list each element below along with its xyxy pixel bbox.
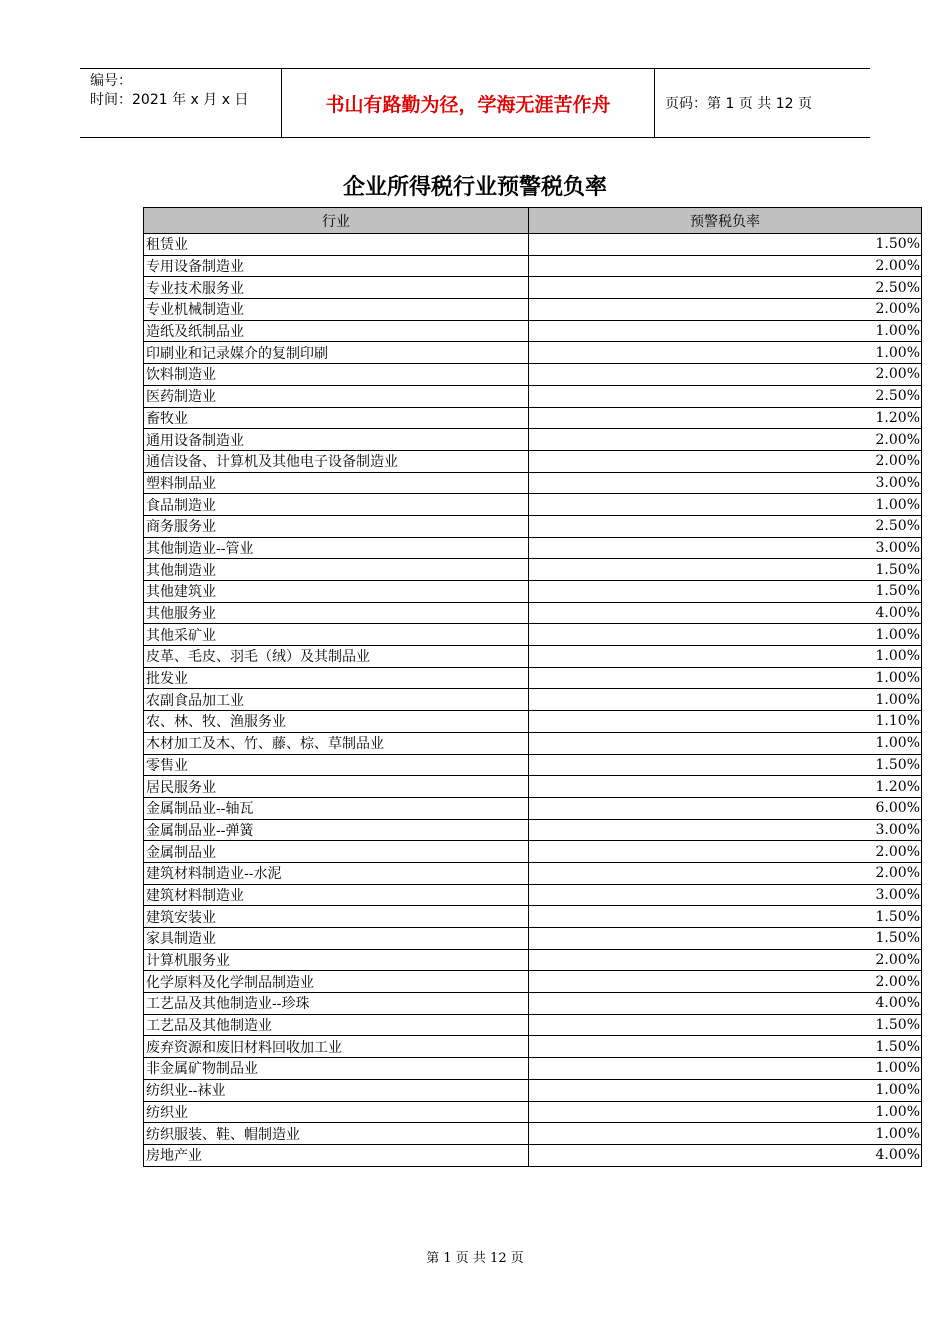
table-row (144, 450, 922, 472)
industry-cell: 木材加工及木、竹、藤、棕、草制品业 (144, 732, 529, 754)
table-row (144, 928, 922, 950)
rate-cell: 1.00% (529, 320, 922, 342)
industry-cell: 工艺品及其他制造业 (144, 1014, 529, 1036)
table-row (144, 494, 922, 516)
rate-cell: 1.00% (529, 494, 922, 516)
industry-cell: 纺织业--袜业 (144, 1079, 529, 1101)
table-row (144, 884, 922, 906)
table-row (144, 277, 922, 299)
industry-cell: 商务服务业 (144, 515, 529, 537)
rate-cell: 3.00% (529, 537, 922, 559)
industry-cell: 纺织服装、鞋、帽制造业 (144, 1123, 529, 1145)
table-row (144, 255, 922, 277)
rate-cell: 2.50% (529, 385, 922, 407)
table-row (144, 515, 922, 537)
industry-cell: 居民服务业 (144, 776, 529, 798)
table-row (144, 1144, 922, 1166)
rate-cell: 1.20% (529, 407, 922, 429)
industry-cell: 建筑安装业 (144, 906, 529, 928)
rate-cell: 4.00% (529, 1144, 922, 1166)
industry-cell: 化学原料及化学制品制造业 (144, 971, 529, 993)
table-row (144, 299, 922, 321)
rate-cell: 1.00% (529, 1123, 922, 1145)
rate-cell: 2.00% (529, 949, 922, 971)
rate-cell: 1.00% (529, 1058, 922, 1080)
rate-cell: 1.00% (529, 667, 922, 689)
rate-cell: 2.00% (529, 299, 922, 321)
rate-cell: 3.00% (529, 819, 922, 841)
industry-cell: 造纸及纸制品业 (144, 320, 529, 342)
column-header-rate: 预警税负率 (529, 208, 922, 234)
table-row (144, 819, 922, 841)
header-meta (80, 69, 282, 137)
rate-cell: 2.00% (529, 364, 922, 386)
table-row (144, 754, 922, 776)
rate-cell: 2.00% (529, 429, 922, 451)
industry-cell: 其他采矿业 (144, 624, 529, 646)
rate-cell: 1.00% (529, 1079, 922, 1101)
rate-cell: 1.50% (529, 754, 922, 776)
table-row (144, 342, 922, 364)
industry-cell: 建筑材料制造业--水泥 (144, 862, 529, 884)
rate-cell: 1.00% (529, 342, 922, 364)
industry-cell: 通用设备制造业 (144, 429, 529, 451)
industry-cell: 废弃资源和废旧材料回收加工业 (144, 1036, 529, 1058)
industry-cell: 零售业 (144, 754, 529, 776)
rate-cell: 2.00% (529, 862, 922, 884)
industry-cell: 农、林、牧、渔服务业 (144, 711, 529, 733)
table-header-row (144, 208, 922, 234)
industry-cell: 房地产业 (144, 1144, 529, 1166)
table-row (144, 906, 922, 928)
table-row (144, 862, 922, 884)
industry-cell: 金属制品业--弹簧 (144, 819, 529, 841)
table-body (144, 234, 922, 1167)
table-row (144, 537, 922, 559)
table-row (144, 624, 922, 646)
industry-cell: 通信设备、计算机及其他电子设备制造业 (144, 450, 529, 472)
rate-cell: 1.50% (529, 559, 922, 581)
rate-cell: 1.50% (529, 928, 922, 950)
rate-cell: 1.00% (529, 1101, 922, 1123)
rate-cell: 1.50% (529, 1014, 922, 1036)
industry-cell: 其他制造业 (144, 559, 529, 581)
table-row (144, 559, 922, 581)
industry-cell: 医药制造业 (144, 385, 529, 407)
table-row (144, 407, 922, 429)
table-row (144, 472, 922, 494)
table-row (144, 234, 922, 256)
table-row (144, 993, 922, 1015)
table-row (144, 1079, 922, 1101)
document-title: 企业所得税行业预警税负率 (342, 175, 607, 200)
page-header (80, 68, 870, 138)
industry-cell: 农副食品加工业 (144, 689, 529, 711)
industry-cell: 金属制品业--轴瓦 (144, 797, 529, 819)
table-row (144, 711, 922, 733)
industry-cell: 家具制造业 (144, 928, 529, 950)
industry-cell: 租赁业 (144, 234, 529, 256)
industry-cell: 建筑材料制造业 (144, 884, 529, 906)
rate-cell: 1.00% (529, 689, 922, 711)
table-row (144, 385, 922, 407)
table-row (144, 841, 922, 863)
rate-cell: 3.00% (529, 472, 922, 494)
rate-cell: 1.00% (529, 646, 922, 668)
rate-cell: 1.00% (529, 732, 922, 754)
table-row (144, 646, 922, 668)
rate-cell: 2.50% (529, 277, 922, 299)
industry-cell: 专业技术服务业 (144, 277, 529, 299)
industry-cell: 其他服务业 (144, 602, 529, 624)
rate-cell: 2.00% (529, 841, 922, 863)
rate-cell: 1.10% (529, 711, 922, 733)
column-header-industry: 行业 (144, 208, 529, 234)
table-row (144, 689, 922, 711)
industry-cell: 畜牧业 (144, 407, 529, 429)
rate-cell: 1.50% (529, 581, 922, 603)
rate-cell: 1.20% (529, 776, 922, 798)
industry-cell: 计算机服务业 (144, 949, 529, 971)
rate-cell: 2.00% (529, 450, 922, 472)
industry-cell: 非金属矿物制品业 (144, 1058, 529, 1080)
rate-cell: 4.00% (529, 602, 922, 624)
rate-table (143, 207, 922, 1167)
industry-cell: 批发业 (144, 667, 529, 689)
industry-cell: 工艺品及其他制造业--珍珠 (144, 993, 529, 1015)
industry-cell: 专业机械制造业 (144, 299, 529, 321)
table-row (144, 667, 922, 689)
industry-cell: 金属制品业 (144, 841, 529, 863)
rate-cell: 1.50% (529, 1036, 922, 1058)
rate-cell: 1.00% (529, 624, 922, 646)
table-row (144, 971, 922, 993)
rate-cell: 1.50% (529, 234, 922, 256)
rate-cell: 2.00% (529, 971, 922, 993)
table-row (144, 949, 922, 971)
table-row (144, 320, 922, 342)
table-row (144, 364, 922, 386)
rate-cell: 2.50% (529, 515, 922, 537)
table-row (144, 1036, 922, 1058)
page-footer: 第 1 页 共 12 页 (426, 1251, 524, 1266)
table-row (144, 732, 922, 754)
rate-cell: 6.00% (529, 797, 922, 819)
table-row (144, 602, 922, 624)
table-row (144, 581, 922, 603)
industry-cell: 塑料制品业 (144, 472, 529, 494)
industry-cell: 饮料制造业 (144, 364, 529, 386)
industry-cell: 专用设备制造业 (144, 255, 529, 277)
industry-cell: 其他建筑业 (144, 581, 529, 603)
header-page-info: 页码：第 1 页 共 12 页 (665, 96, 812, 112)
table-row (144, 776, 922, 798)
industry-cell: 皮革、毛皮、羽毛（绒）及其制品业 (144, 646, 529, 668)
industry-cell: 其他制造业--管业 (144, 537, 529, 559)
table-row (144, 1101, 922, 1123)
rate-cell: 3.00% (529, 884, 922, 906)
industry-cell: 食品制造业 (144, 494, 529, 516)
document-date: 时间：2021 年 x 月 x 日 (90, 92, 249, 108)
table-row (144, 1058, 922, 1080)
document-number-label: 编号： (90, 73, 132, 89)
header-motto: 书山有路勤为径，学海无涯苦作舟 (282, 69, 655, 137)
industry-cell: 印刷业和记录媒介的复制印刷 (144, 342, 529, 364)
table-row (144, 1123, 922, 1145)
rate-cell: 2.00% (529, 255, 922, 277)
table-row (144, 797, 922, 819)
table-row (144, 429, 922, 451)
rate-cell: 4.00% (529, 993, 922, 1015)
rate-cell: 1.50% (529, 906, 922, 928)
table-row (144, 1014, 922, 1036)
industry-cell: 纺织业 (144, 1101, 529, 1123)
